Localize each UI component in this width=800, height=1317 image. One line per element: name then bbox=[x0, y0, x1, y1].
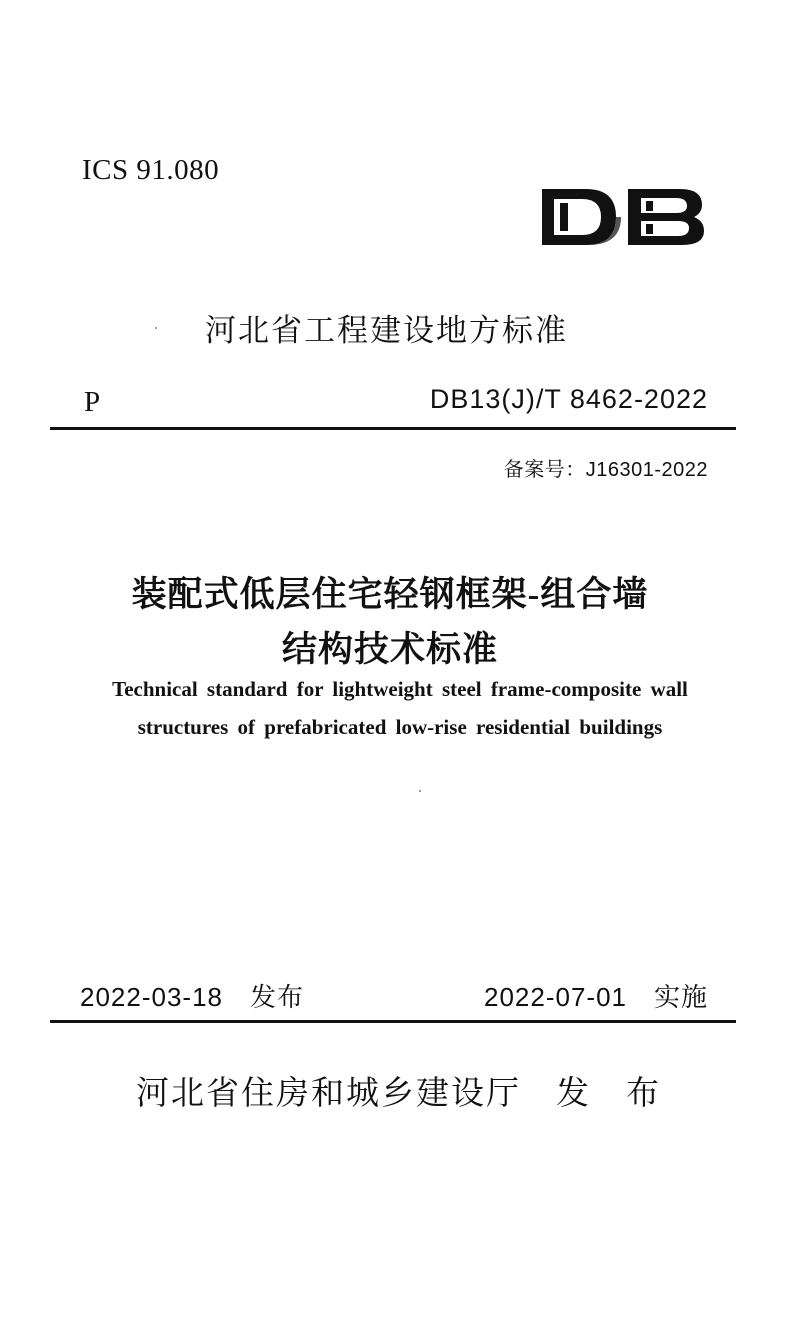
title-cn-line1: 装配式低层住宅轻钢框架-组合墙 bbox=[131, 575, 649, 614]
bottom-divider bbox=[50, 1020, 736, 1023]
title-en-line1: Technical standard for lightweight steel frame-composite wall bbox=[112, 677, 688, 701]
db-logo bbox=[538, 183, 708, 251]
publisher: 河北省住房和城乡建设厅 发 布 bbox=[136, 1074, 661, 1111]
title-cn-line2: 结构技术标准 bbox=[281, 630, 498, 669]
logo-letter-d bbox=[542, 189, 621, 245]
classification-code: P bbox=[84, 386, 101, 418]
title-en-line2: structures of prefabricated low-rise residential buildings bbox=[137, 715, 663, 739]
logo-letter-b bbox=[628, 189, 704, 245]
standard-type-cn: 河北省工程建设地方标准 bbox=[205, 313, 568, 348]
record-number: 备案号：J16301-2022 bbox=[503, 459, 708, 481]
issue-date: 2022-03-18 发布 bbox=[80, 982, 304, 1012]
implementation-date: 2022-07-01 实施 bbox=[484, 982, 708, 1012]
top-divider bbox=[50, 427, 736, 430]
ics-code: ICS 91.080 bbox=[82, 154, 220, 186]
standard-number: DB13(J)/T 8462-2022 bbox=[429, 384, 708, 414]
scan-speck bbox=[419, 790, 421, 792]
scan-speck bbox=[155, 327, 157, 329]
